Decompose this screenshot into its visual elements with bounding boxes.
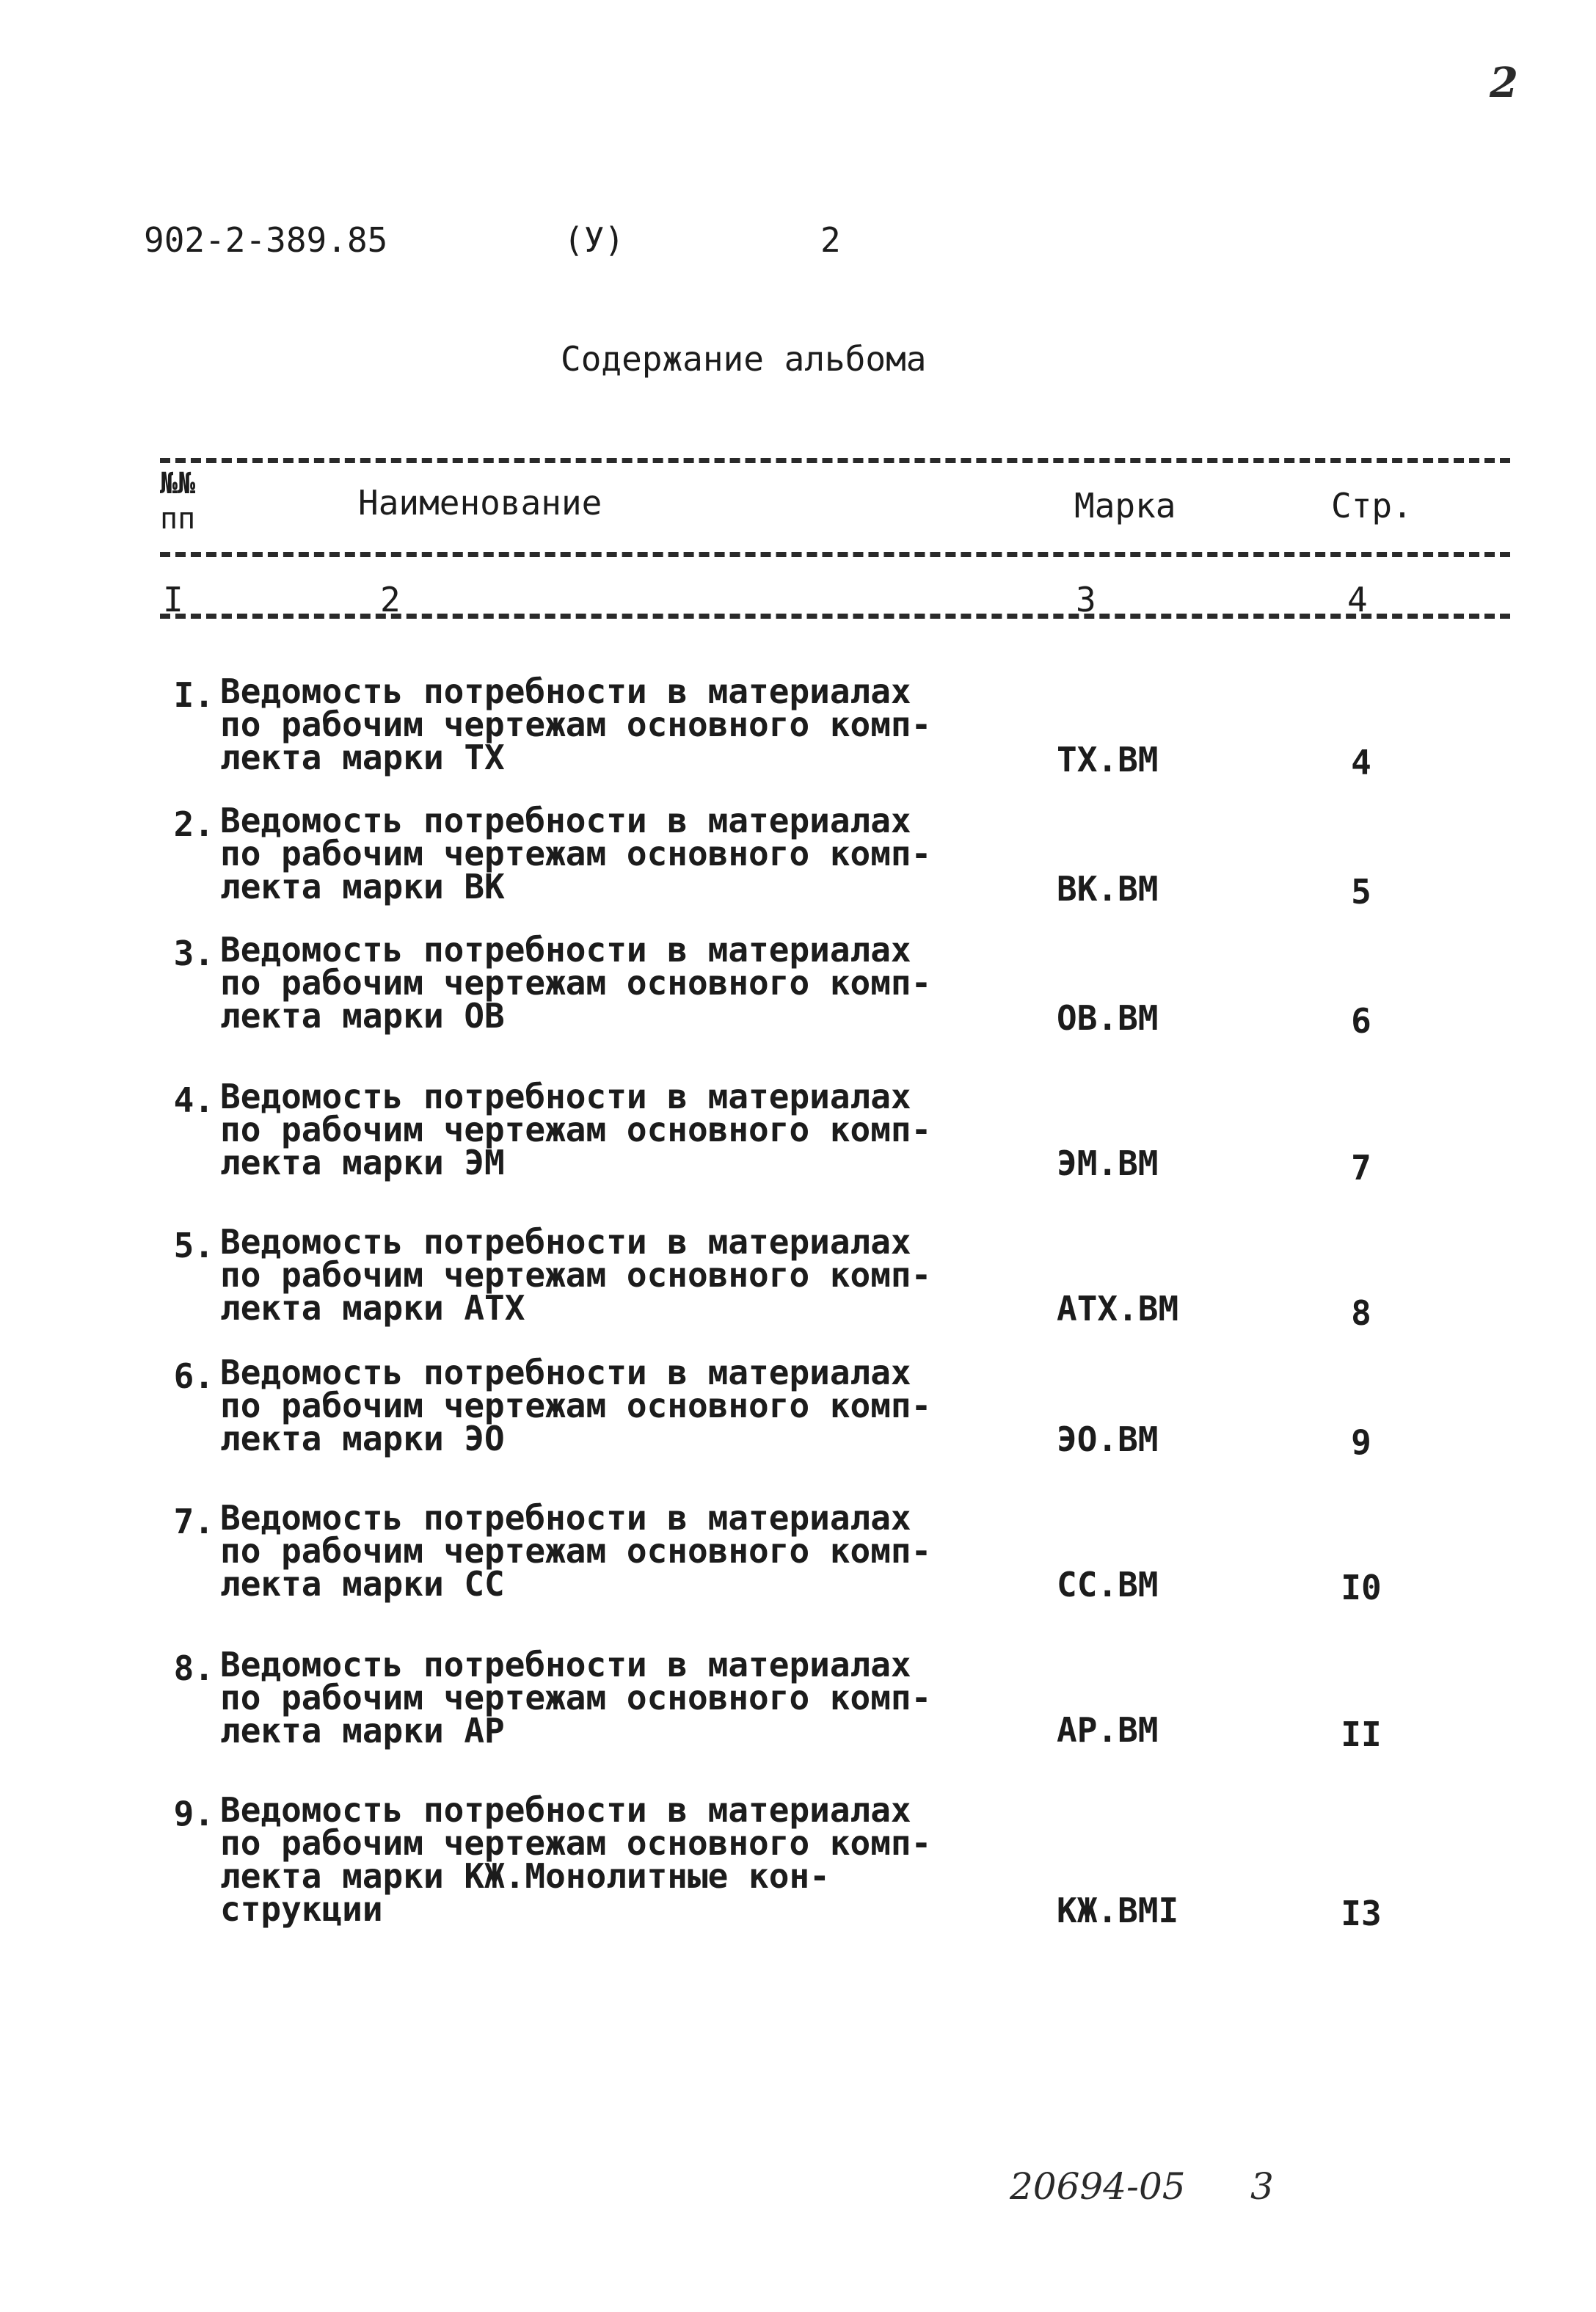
table-index-rule (160, 614, 1510, 619)
column-index-4: 4 (1347, 580, 1368, 619)
entry-title-line: Ведомость потребности в материалах (220, 1353, 911, 1392)
entry-number: I. (173, 675, 214, 715)
document-code: 902-2-389.85 (144, 220, 388, 260)
entry-page: I0 (1341, 1568, 1382, 1607)
entry-mark: АТХ.ВМ (1057, 1289, 1179, 1328)
entry-mark: ОВ.ВМ (1057, 998, 1159, 1038)
entry-number: 7. (173, 1502, 214, 1541)
entry-title (220, 672, 954, 777)
entry-title-line: по рабочим чертежам основного комп- (220, 705, 932, 744)
entry-title-line: по рабочим чертежам основного комп- (220, 1110, 932, 1149)
inventory-number: 20694-05 (1010, 2165, 1186, 2208)
entry-title-line: Ведомость потребности в материалах (220, 801, 911, 840)
entry-title-line: по рабочим чертежам основного комп- (220, 1678, 932, 1717)
entry-title-line: по рабочим чертежам основного комп- (220, 1531, 932, 1571)
entry-mark: ЭО.ВМ (1057, 1419, 1159, 1459)
sheet-number: 2 (820, 220, 841, 260)
entry-title-line: лекта марки СС (220, 1564, 505, 1604)
entry-title (220, 1222, 954, 1328)
entry-title-line: по рабочим чертежам основного комп- (220, 963, 932, 1003)
handwritten-page-number: 2 (1490, 59, 1518, 107)
table-header-rule (160, 552, 1510, 557)
column-number-label-top: №№ (160, 467, 196, 501)
column-index-3: 3 (1076, 580, 1096, 619)
entry-title-line: лекта марки ЭМ (220, 1143, 505, 1182)
entry-title-line: Ведомость потребности в материалах (220, 1077, 911, 1116)
entry-title (220, 1498, 954, 1604)
entry-title-line: лекта марки КЖ.Монолитные кон- (220, 1856, 830, 1896)
entry-title-line: Ведомость потребности в материалах (220, 1498, 911, 1538)
entry-page: II (1341, 1715, 1382, 1754)
entry-title-line: Ведомость потребности в материалах (220, 1222, 911, 1262)
entry-page: 7 (1351, 1148, 1371, 1188)
entry-title-line: лекта марки ОВ (220, 996, 505, 1036)
entry-page: 9 (1351, 1422, 1371, 1462)
entry-mark: ТХ.ВМ (1057, 740, 1159, 779)
column-index-1: I (163, 580, 183, 619)
entry-page: 8 (1351, 1293, 1371, 1333)
entry-title-line: по рабочим чертежам основного комп- (220, 1386, 932, 1425)
entry-title-line: Ведомость потребности в материалах (220, 930, 911, 970)
entry-number: 8. (173, 1648, 214, 1688)
column-mark-label: Марка (1074, 486, 1176, 526)
entry-title-line: лекта марки АТХ (220, 1288, 525, 1328)
column-number-label-bottom: пп (160, 502, 196, 536)
entry-title-line: лекта марки АР (220, 1711, 505, 1751)
entry-title-line: струкции (220, 1889, 383, 1929)
entry-page: 4 (1351, 743, 1371, 782)
entry-title-line: лекта марки ТХ (220, 738, 505, 777)
entry-title-line: по рабочим чертежам основного комп- (220, 1823, 932, 1863)
entry-title-line: Ведомость потребности в материалах (220, 672, 911, 711)
page-title: Содержание альбома (561, 339, 927, 379)
entry-page: I3 (1341, 1894, 1382, 1933)
entry-number: 9. (173, 1794, 214, 1833)
column-page-label: Стр. (1331, 486, 1413, 526)
entry-title (220, 1077, 954, 1182)
entry-title-line: по рабочим чертежам основного комп- (220, 1255, 932, 1295)
entry-mark: КЖ.ВМI (1057, 1891, 1179, 1930)
entry-title-line: лекта марки ЭО (220, 1419, 505, 1458)
handwritten-sheet-number: 3 (1250, 2165, 1274, 2208)
entry-number: 5. (173, 1226, 214, 1265)
entry-title (220, 1353, 954, 1458)
document-marker: (У) (564, 220, 625, 260)
entry-title-line: Ведомость потребности в материалах (220, 1645, 911, 1684)
entry-page: 5 (1351, 872, 1371, 912)
entry-title-line: по рабочим чертежам основного комп- (220, 834, 932, 873)
entry-number: 2. (173, 804, 214, 844)
entry-mark: ВК.ВМ (1057, 869, 1159, 909)
entry-mark: ЭМ.ВМ (1057, 1144, 1159, 1183)
entry-number: 3. (173, 934, 214, 973)
entry-title (220, 1790, 954, 1929)
entry-mark: СС.ВМ (1057, 1565, 1159, 1604)
column-name-label: Наименование (358, 483, 602, 523)
column-index-2: 2 (380, 580, 401, 619)
entry-mark: АР.ВМ (1057, 1710, 1159, 1750)
entry-title-line: Ведомость потребности в материалах (220, 1790, 911, 1830)
entry-page: 6 (1351, 1001, 1371, 1041)
entry-title (220, 1645, 954, 1751)
table-top-rule (160, 458, 1510, 463)
entry-title (220, 930, 954, 1036)
entry-number: 6. (173, 1356, 214, 1396)
entry-title-line: лекта марки ВК (220, 867, 505, 906)
entry-title (220, 801, 954, 906)
entry-number: 4. (173, 1080, 214, 1120)
